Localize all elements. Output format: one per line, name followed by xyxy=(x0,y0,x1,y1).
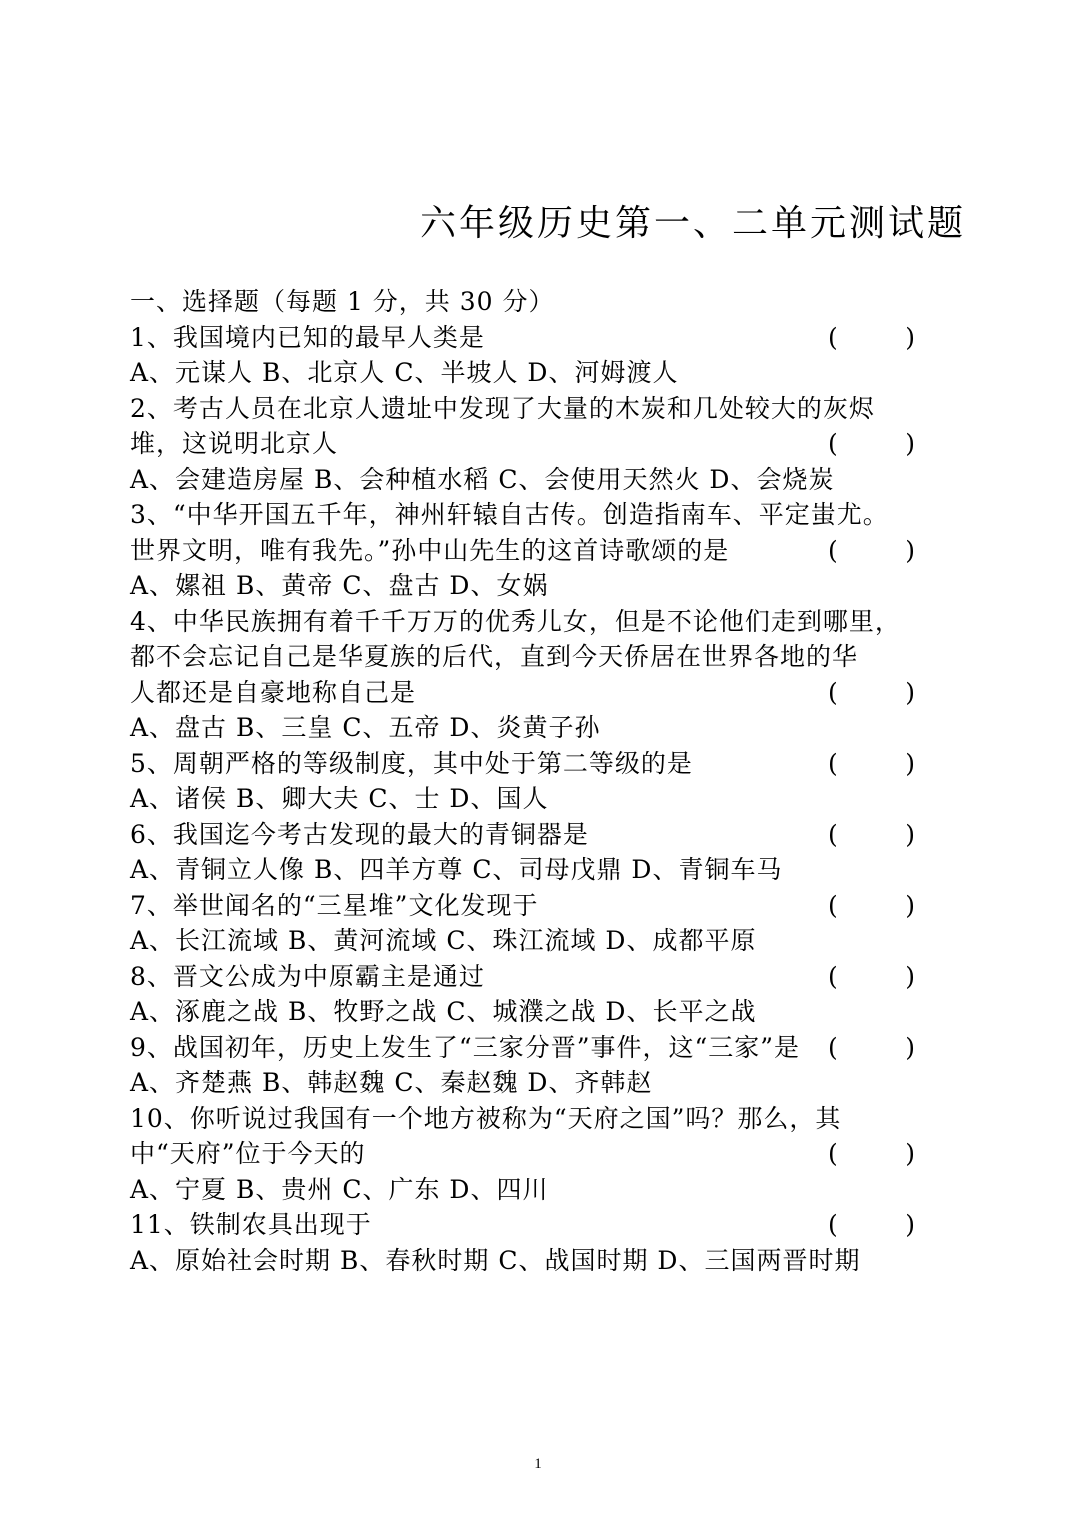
line-text: 11、铁制农具出现于 xyxy=(130,1210,372,1239)
text-line xyxy=(130,1030,950,1066)
text-line xyxy=(130,462,950,498)
answer-paren-left: ( xyxy=(828,1210,839,1239)
line-text: A、会建造房屋 B、会种植水稻 C、会使用天然火 D、会烧炭 xyxy=(130,464,835,494)
answer-paren-left: ( xyxy=(828,429,839,458)
text-line xyxy=(130,746,950,782)
text-line xyxy=(130,959,950,995)
text-line xyxy=(130,1172,950,1208)
answer-blank[interactable] xyxy=(828,320,916,356)
answer-blank[interactable] xyxy=(828,959,916,995)
text-line xyxy=(130,284,950,320)
line-text: A、诸侯 B、卿大夫 C、士 D、国人 xyxy=(130,784,549,813)
text-line xyxy=(130,533,950,569)
answer-paren-left: ( xyxy=(828,322,839,352)
answer-blank[interactable] xyxy=(828,1136,916,1172)
line-text: 世界文明，唯有我先。”孙中山先生的这首诗歌颂的是 xyxy=(130,535,730,565)
line-text: 都不会忘记自己是华夏族的后代，直到今天侨居在世界各地的华 xyxy=(130,642,859,671)
answer-paren-right: ) xyxy=(905,429,916,458)
line-text: 中“天府”位于今天的 xyxy=(130,1139,366,1168)
answer-paren-left: ( xyxy=(828,961,839,991)
line-text: 4、中华民族拥有着千千万万的优秀儿女，但是不论他们走到哪里， xyxy=(130,606,901,636)
text-line xyxy=(130,781,950,817)
line-text: A、宁夏 B、贵州 C、广东 D、四川 xyxy=(130,1174,549,1204)
answer-paren-right: ) xyxy=(905,1032,916,1062)
line-text: 堆，这说明北京人 xyxy=(130,429,339,458)
answer-paren-right: ) xyxy=(905,535,916,565)
line-text: 一、选择题（每题 1 分，共 30 分） xyxy=(130,287,555,316)
line-text: A、青铜立人像 B、四羊方尊 C、司母戊鼎 D、青铜车马 xyxy=(130,855,783,884)
line-text: 7、举世闻名的“三星堆”文化发现于 xyxy=(130,890,539,920)
text-line xyxy=(130,923,950,959)
line-text: A、盘古 B、三皇 C、五帝 D、炎黄子孙 xyxy=(130,713,601,742)
answer-paren-right: ) xyxy=(905,677,916,707)
line-text: 5、周朝严格的等级制度，其中处于第二等级的是 xyxy=(130,748,693,778)
line-text: A、齐楚燕 B、韩赵魏 C、秦赵魏 D、齐韩赵 xyxy=(130,1068,653,1097)
line-text: A、嫘祖 B、黄帝 C、盘古 D、女娲 xyxy=(130,571,549,600)
answer-paren-right: ) xyxy=(905,890,916,920)
answer-paren-left: ( xyxy=(828,1139,839,1168)
question-list xyxy=(130,284,950,1278)
text-line xyxy=(130,710,950,746)
line-text: 3、“中华开国五千年，神州轩辕自古传。创造指南车、平定蚩尤。 xyxy=(130,500,889,529)
answer-paren-left: ( xyxy=(828,819,839,849)
text-line xyxy=(130,639,950,675)
line-text: 2、考古人员在北京人遗址中发现了大量的木炭和几处较大的灰烬 xyxy=(130,393,875,423)
text-line xyxy=(130,994,950,1030)
line-text: 6、我国迄今考古发现的最大的青铜器是 xyxy=(130,819,589,849)
answer-blank[interactable] xyxy=(828,1030,916,1066)
text-line xyxy=(130,1101,950,1137)
answer-paren-left: ( xyxy=(828,1032,839,1062)
line-text: 人都还是自豪地称自己是 xyxy=(130,677,417,707)
answer-paren-right: ) xyxy=(905,819,916,849)
line-text: A、原始社会时期 B、春秋时期 C、战国时期 D、三国两晋时期 xyxy=(130,1245,861,1275)
text-line xyxy=(130,1207,950,1243)
document-title: 六年级历史第一、二单元测试题 xyxy=(420,203,967,244)
page-number: 1 xyxy=(534,1456,542,1472)
text-line xyxy=(130,1136,950,1172)
line-text: 9、战国初年，历史上发生了“三家分晋”事件，这“三家”是 xyxy=(130,1032,801,1062)
answer-paren-right: ) xyxy=(905,1139,916,1168)
line-text: A、长江流域 B、黄河流域 C、珠江流域 D、成都平原 xyxy=(130,926,757,955)
answer-paren-right: ) xyxy=(905,748,916,778)
line-text: A、元谋人 B、北京人 C、半坡人 D、河姆渡人 xyxy=(130,358,679,387)
text-line xyxy=(130,604,950,640)
answer-blank[interactable] xyxy=(828,533,916,569)
text-line xyxy=(130,426,950,462)
text-line xyxy=(130,568,950,604)
text-line xyxy=(130,320,950,356)
line-text: 10、你听说过我国有一个地方被称为“天府之国”吗？那么，其 xyxy=(130,1103,842,1133)
text-line xyxy=(130,888,950,924)
line-text: A、涿鹿之战 B、牧野之战 C、城濮之战 D、长平之战 xyxy=(130,997,757,1026)
answer-paren-left: ( xyxy=(828,535,839,565)
answer-paren-left: ( xyxy=(828,677,839,707)
answer-blank[interactable] xyxy=(828,426,916,462)
text-line xyxy=(130,1243,950,1279)
text-line xyxy=(130,852,950,888)
answer-blank[interactable] xyxy=(828,746,916,782)
answer-paren-left: ( xyxy=(828,890,839,920)
text-line xyxy=(130,817,950,853)
answer-paren-left: ( xyxy=(828,748,839,778)
text-line xyxy=(130,355,950,391)
answer-paren-right: ) xyxy=(905,1210,916,1239)
text-line xyxy=(130,497,950,533)
text-line xyxy=(130,391,950,427)
answer-blank[interactable] xyxy=(828,1207,916,1243)
answer-blank[interactable] xyxy=(828,888,916,924)
line-text: 1、我国境内已知的最早人类是 xyxy=(130,322,485,352)
answer-blank[interactable] xyxy=(828,817,916,853)
answer-paren-right: ) xyxy=(905,322,916,352)
text-line xyxy=(130,1065,950,1101)
text-line xyxy=(130,675,950,711)
line-text: 8、晋文公成为中原霸主是通过 xyxy=(130,961,485,991)
answer-paren-right: ) xyxy=(905,961,916,991)
answer-blank[interactable] xyxy=(828,675,916,711)
